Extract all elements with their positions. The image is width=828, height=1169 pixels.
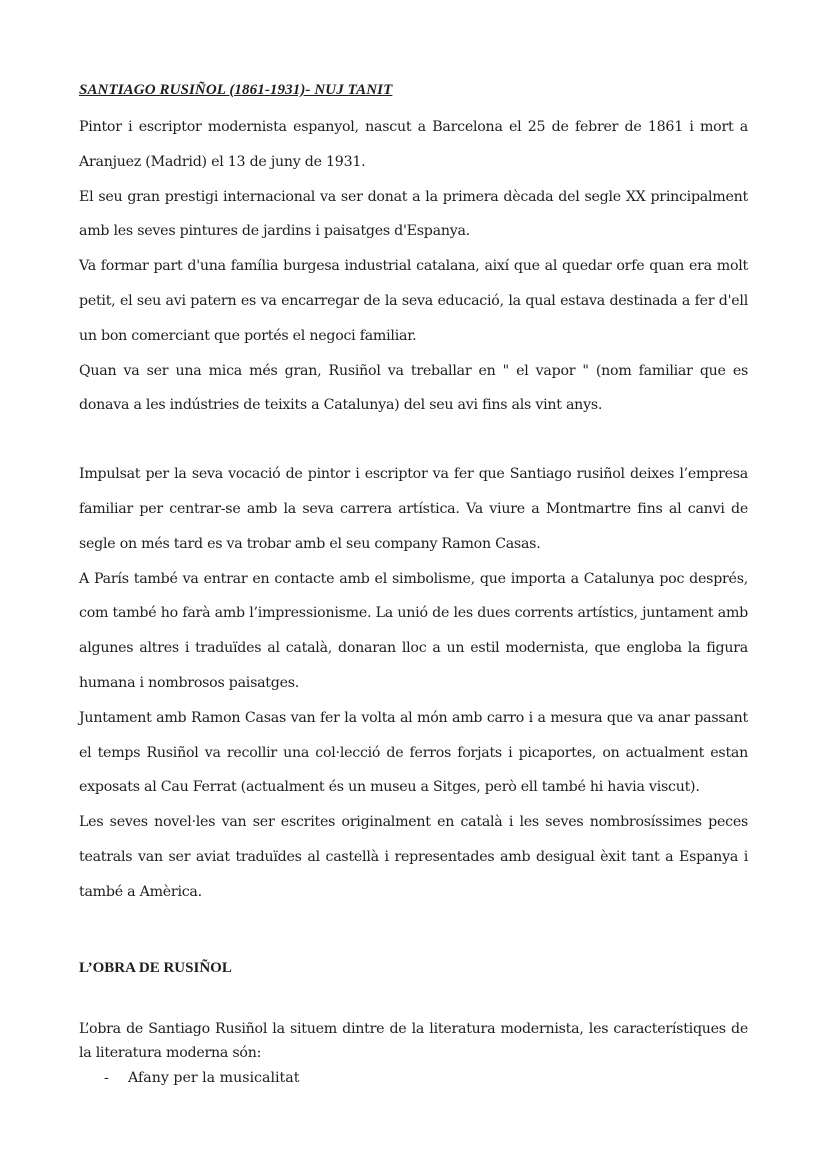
paragraph: Quan va ser una mica més gran, Rusiñol va treballar en " el vapor " (nom familiar que es donava a les indústries de teixits a Catalunya) del seu avi fins als vint anys. (79, 362, 748, 414)
document-title: SANTIAGO RUSIÑOL (1861-1931)- NUJ TANIT (79, 82, 393, 98)
paragraph: El seu gran prestigi internacional va ser donat a la primera dècada del segle XX principalment amb les seves pintures de jardins i paisatges d'Espanya. (79, 188, 748, 240)
list-item-text: Afany per la musicalitat (128, 1069, 300, 1086)
bullet-dash-icon: - (104, 1069, 109, 1086)
paragraph-spacer (79, 423, 748, 457)
paragraph: Pintor i escriptor modernista espanyol, nascut a Barcelona el 25 de febrer de 1861 i mort a Aranjuez (Madrid) el 13 de juny de 1931. (79, 119, 748, 170)
characteristics-list (79, 1065, 748, 1091)
paragraph: A París també va entrar en contacte amb el simbolisme, que importa a Catalunya poc després, com també ho farà amb l’impressionisme. La unió de les dues corrents artístics, juntament amb algunes altres i traduïdes al català, donaran lloc a un estil modernista, que engloba la figura humana i nombrosos paisatges. (79, 570, 748, 691)
section-intro: L’obra de Santiago Rusiñol la situem dintre de la literatura modernista, les característiques de la literatura moderna són: (79, 1020, 748, 1061)
paragraph: Va formar part d'una família burgesa industrial catalana, així que al quedar orfe quan era molt petit, el seu avi patern es va encarregar de la seva educació, la qual estava destinada a fer d'ell un bon comerciant que portés el negoci familiar. (79, 258, 748, 344)
paragraph: Les seves novel·les van ser escrites originalment en català i les seves nombrosíssimes peces teatrals van ser aviat traduïdes al castellà i representades amb desigual èxit tant a Espanya i també a Amèrica. (79, 814, 748, 900)
paragraph: Impulsat per la seva vocació de pintor i escriptor va fer que Santiago rusiñol deixes l’empresa familiar per centrar-se amb la seva carrera artística. Va viure a Montmartre fins al canvi de segle on més tard es va trobar amb el seu company Ramon Casas. (79, 466, 748, 552)
section-heading: L’OBRA DE RUSIÑOL (79, 959, 232, 976)
list-item (79, 1065, 748, 1091)
paragraph: Juntament amb Ramon Casas van fer la volta al món amb carro i a mesura que va anar passant el temps Rusiñol va recollir una col·lecció de ferros forjats i picaportes, on actualment estan exposats al Cau Ferrat (actualment és un museu a Sitges, però ell també hi havia viscut). (79, 709, 748, 796)
